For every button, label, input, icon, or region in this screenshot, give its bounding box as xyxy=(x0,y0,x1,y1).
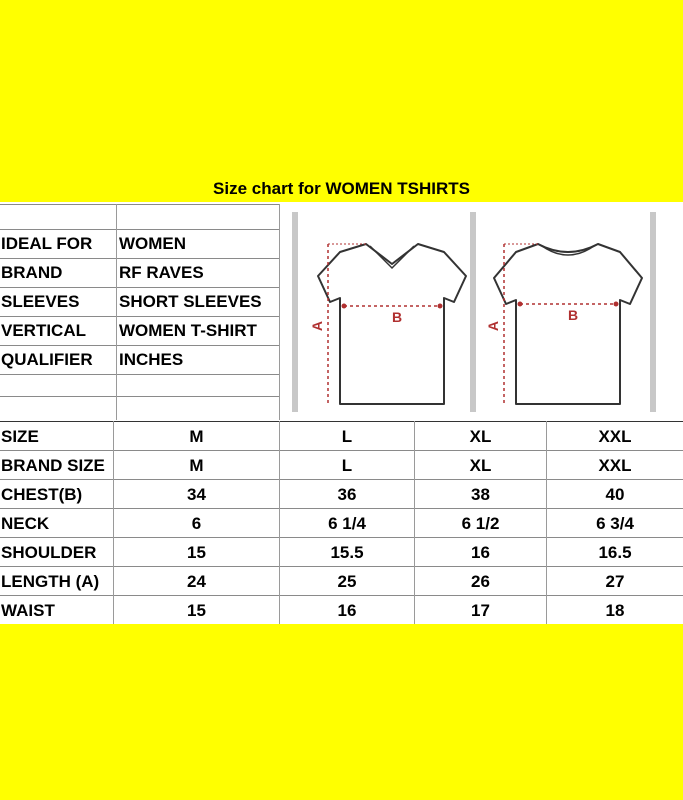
row-label-brand-size: BRAND SIZE xyxy=(1,456,105,475)
neck-cell: 6 3/4 xyxy=(596,514,634,533)
divider xyxy=(0,316,280,317)
row-label-shoulder: SHOULDER xyxy=(1,543,97,562)
info-label: SLEEVES xyxy=(1,292,80,311)
vneck-tee-illustration xyxy=(304,206,474,416)
row-label-neck: NECK xyxy=(1,514,50,533)
divider xyxy=(0,537,683,538)
info-value: INCHES xyxy=(119,350,184,369)
row-label-length: LENGTH (A) xyxy=(1,572,100,591)
row-label-size: SIZE xyxy=(1,427,39,446)
crewneck-tee-illustration xyxy=(480,206,650,416)
divider xyxy=(0,345,280,346)
info-value: SHORT SLEEVES xyxy=(119,292,262,311)
size-cell: M xyxy=(189,427,204,446)
size-chart-sheet xyxy=(0,174,683,624)
neck-cell: 6 1/4 xyxy=(328,514,366,533)
divider xyxy=(0,229,280,230)
chest-cell: 40 xyxy=(605,485,625,504)
info-value: WOMEN xyxy=(119,234,187,253)
brand-size-cell: XXL xyxy=(598,456,632,475)
waist-cell: 18 xyxy=(605,601,625,620)
chest-marker: B xyxy=(568,307,579,323)
size-cell: XL xyxy=(469,427,492,446)
info-value: RF RAVES xyxy=(119,263,204,282)
divider xyxy=(116,204,117,420)
brand-size-cell: L xyxy=(341,456,353,475)
divider xyxy=(0,396,280,397)
length-cell: 24 xyxy=(187,572,206,591)
chart-title: Size chart for WOMEN TSHIRTS xyxy=(0,174,683,202)
divider xyxy=(0,258,280,259)
divider xyxy=(0,595,683,596)
tshirt-diagram xyxy=(284,206,664,418)
divider xyxy=(0,450,683,451)
row-label-waist: WAIST xyxy=(1,601,55,620)
shoulder-cell: 16 xyxy=(471,543,490,562)
info-label: VERTICAL xyxy=(1,321,86,340)
waist-cell: 15 xyxy=(187,601,206,620)
chest-marker: B xyxy=(392,309,403,325)
waist-cell: 16 xyxy=(337,601,357,620)
frame-bar xyxy=(292,212,298,412)
chest-cell: 38 xyxy=(471,485,490,504)
length-cell: 25 xyxy=(337,572,357,591)
divider xyxy=(0,566,683,567)
row-label-chest: CHEST(B) xyxy=(1,485,83,504)
info-value: WOMEN T-SHIRT xyxy=(119,321,257,340)
divider xyxy=(0,479,683,480)
brand-size-cell: XL xyxy=(469,456,492,475)
info-label: QUALIFIER xyxy=(1,350,93,369)
divider xyxy=(279,204,280,420)
divider xyxy=(0,287,280,288)
chest-cell: 34 xyxy=(187,485,206,504)
divider xyxy=(0,421,683,422)
info-label: BRAND xyxy=(1,263,63,282)
neck-cell: 6 xyxy=(191,514,202,533)
shoulder-cell: 15.5 xyxy=(330,543,364,562)
divider xyxy=(0,508,683,509)
waist-cell: 17 xyxy=(471,601,490,620)
brand-size-cell: M xyxy=(189,456,204,475)
frame-bar xyxy=(650,212,656,412)
length-marker: A xyxy=(309,320,326,332)
length-cell: 27 xyxy=(605,572,625,591)
divider xyxy=(0,374,280,375)
length-marker: A xyxy=(485,320,502,332)
shoulder-cell: 16.5 xyxy=(598,543,632,562)
chest-cell: 36 xyxy=(337,485,357,504)
neck-cell: 6 1/2 xyxy=(461,514,500,533)
size-cell: L xyxy=(341,427,353,446)
length-cell: 26 xyxy=(471,572,490,591)
shoulder-cell: 15 xyxy=(187,543,206,562)
info-label: IDEAL FOR xyxy=(1,234,93,253)
size-cell: XXL xyxy=(598,427,632,446)
divider xyxy=(0,204,280,205)
